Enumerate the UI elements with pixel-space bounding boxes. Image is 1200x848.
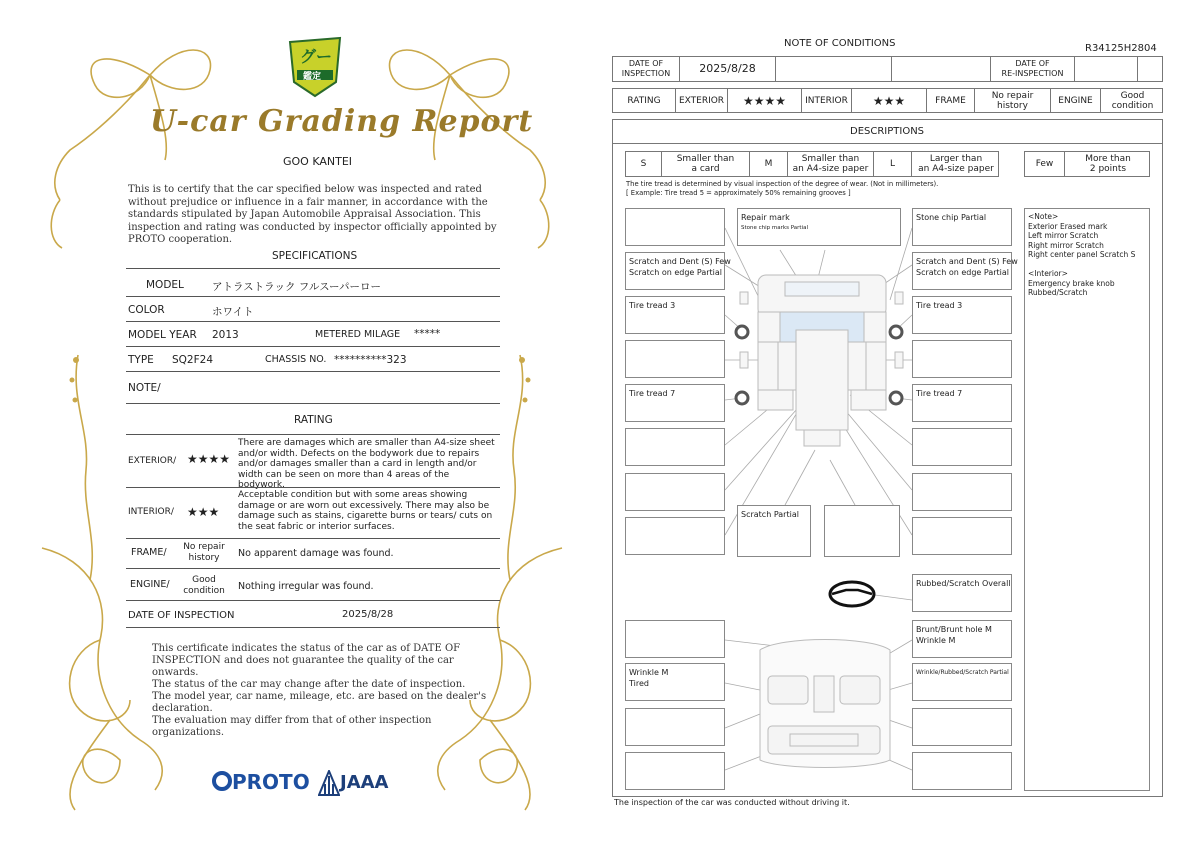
frame-description: No apparent damage was found. [238, 548, 394, 559]
frame-label: FRAME/ [131, 547, 167, 558]
jaaa-logo-text: JAAA [340, 772, 389, 793]
exterior-label: EXTERIOR [676, 89, 728, 112]
condition-box [912, 708, 1012, 746]
steering-wheel-icon [830, 582, 874, 606]
condition-box [625, 208, 725, 246]
condition-box [625, 708, 725, 746]
model-value: アトラストラック フルスーパーロー [212, 281, 382, 293]
specifications-heading: SPECIFICATIONS [272, 250, 358, 262]
color-label: COLOR [128, 304, 165, 316]
tire-tread-note: The tire tread is determined by visual inspection of the degree of wear. (Not in millimeters). [ Example: Tire tread 5 = approximately 50% remaining grooves ] [626, 180, 939, 197]
condition-box: Tire tread 3 [625, 296, 725, 334]
condition-box: Tire tread 7 [625, 384, 725, 422]
condition-box: Scratch Partial [737, 505, 811, 557]
condition-box: Repair mark Stone chip marks Partial [737, 208, 901, 246]
condition-box [912, 752, 1012, 790]
model-label: MODEL [146, 279, 184, 291]
note-of-conditions [600, 0, 1200, 848]
bottom-note: The inspection of the car was conducted without driving it. [614, 798, 850, 807]
condition-box: Tire tread 7 [912, 384, 1012, 422]
frame-rating: No repair history [183, 542, 225, 563]
model-year-label: MODEL YEAR [128, 329, 197, 341]
frame-label: FRAME [927, 89, 975, 112]
note-label: NOTE/ [128, 382, 161, 394]
condition-box [625, 340, 725, 378]
rating-label: RATING [613, 89, 676, 112]
condition-box: Stone chip Partial [912, 208, 1012, 246]
badge-top-text: グー [300, 47, 333, 66]
interior-stars: ★★★ [852, 89, 927, 112]
condition-box [625, 752, 725, 790]
inspection-date-value: 2025/8/28 [342, 609, 394, 620]
inspection-date-value: 2025/8/28 [680, 57, 776, 81]
exterior-stars: ★★★★ [728, 89, 802, 112]
condition-box [912, 473, 1012, 511]
condition-box: Tire tread 3 [912, 296, 1012, 334]
type-value: SQ2F24 [172, 354, 214, 366]
jaaa-logo-icon [318, 770, 340, 796]
engine-value: Good condition [1111, 90, 1154, 111]
proto-logo-text: PROTO [232, 770, 310, 794]
condition-box [912, 340, 1012, 378]
condition-box: Rubbed/Scratch Overall [912, 574, 1012, 612]
interior-stars: ★★★ [187, 505, 220, 519]
condition-box [625, 517, 725, 555]
disclaimer: This certificate indicates the status of the car as of DATE OF INSPECTION and does not guarantee the quality of the car onwards. The status of the car may change after the date of inspection. The model year, car name, mileage, etc. are based on the dealer's declaration. The evaluation may differ from that of other inspection organizations. [152, 643, 487, 738]
exterior-stars: ★★★★ [187, 452, 231, 466]
engine-description: Nothing irregular was found. [238, 581, 374, 592]
engine-rating: Good condition [183, 575, 225, 596]
interior-label: INTERIOR/ [128, 507, 174, 517]
condition-box: Brunt/Brunt hole M Wrinkle M [912, 620, 1012, 658]
inspection-date-row: DATE OF INSPECTION 2025/8/28 DATE OF RE-INSPECTION [612, 56, 1163, 82]
conditions-heading: NOTE OF CONDITIONS [784, 38, 896, 49]
notes-box: <Note> Exterior Erased mark Left mirror Scratch Right mirror Scratch Right center panel Scratch S <Interior> Emergency brake knob Rubbed/Scratch [1024, 208, 1150, 791]
report-title: U-car Grading Report [150, 104, 534, 139]
mileage-label: METERED MILAGE [315, 329, 401, 340]
exterior-description: There are damages which are smaller than A4-size sheet and/or width. Defects on the bodywork due to repairs and/or damages smaller than a card in length and/or width can be seen on more than 4 areas of the bodywork. [238, 438, 495, 490]
inspection-date-label: DATE OF INSPECTION [128, 610, 235, 621]
mileage-value: ***** [414, 328, 441, 340]
chassis-value: **********323 [334, 354, 407, 366]
model-year-value: 2013 [212, 329, 239, 341]
rating-heading: RATING [294, 414, 333, 426]
badge-bottom-text: 鑑定 [303, 72, 322, 82]
condition-box [625, 473, 725, 511]
size-legend: S Smaller than a card M Smaller than an A4-size paper L Larger than an A4-size paper [625, 151, 999, 177]
condition-box [912, 428, 1012, 466]
condition-box [824, 505, 900, 557]
type-label: TYPE [128, 354, 154, 366]
color-value: ホワイト [212, 306, 254, 318]
engine-label: ENGINE [1051, 89, 1101, 112]
condition-box: Scratch and Dent (S) Few Scratch on edge Partial [912, 252, 1012, 290]
report-subtitle: GOO KANTEI [283, 155, 353, 168]
engine-label: ENGINE/ [130, 579, 170, 590]
exterior-label: EXTERIOR/ [128, 456, 177, 466]
quantity-legend: Few More than 2 points [1024, 151, 1150, 177]
report-id: R34125H2804 [1085, 43, 1157, 54]
interior-description: Acceptable condition but with some areas showing damage or are worn out excessively. There may also be damage such as stains, cigarette burns or tears/ cuts on the seat fabric or interior surfaces. [238, 490, 493, 532]
condition-box: Wrinkle/Rubbed/Scratch Partial [912, 663, 1012, 701]
condition-box: Scratch and Dent (S) Few Scratch on edge Partial [625, 252, 725, 290]
condition-box [912, 517, 1012, 555]
frame-value: No repair history [975, 89, 1051, 112]
condition-box: Wrinkle M Tired [625, 663, 725, 701]
condition-box [625, 428, 725, 466]
proto-logo-icon [212, 771, 232, 793]
condition-box [625, 620, 725, 658]
chassis-label: CHASSIS NO. [265, 354, 327, 365]
interior-label: INTERIOR [802, 89, 852, 112]
descriptions-heading: DESCRIPTIONS [850, 126, 925, 137]
certification-statement: This is to certify that the car specified below was inspected and rated without prejudice or influence in a fair manner, in accordance with the standards stipulated by Japan Automobile Appraisal Association. This inspection and rating was conducted by inspector officially appointed by PROTO cooperation. [128, 184, 497, 245]
